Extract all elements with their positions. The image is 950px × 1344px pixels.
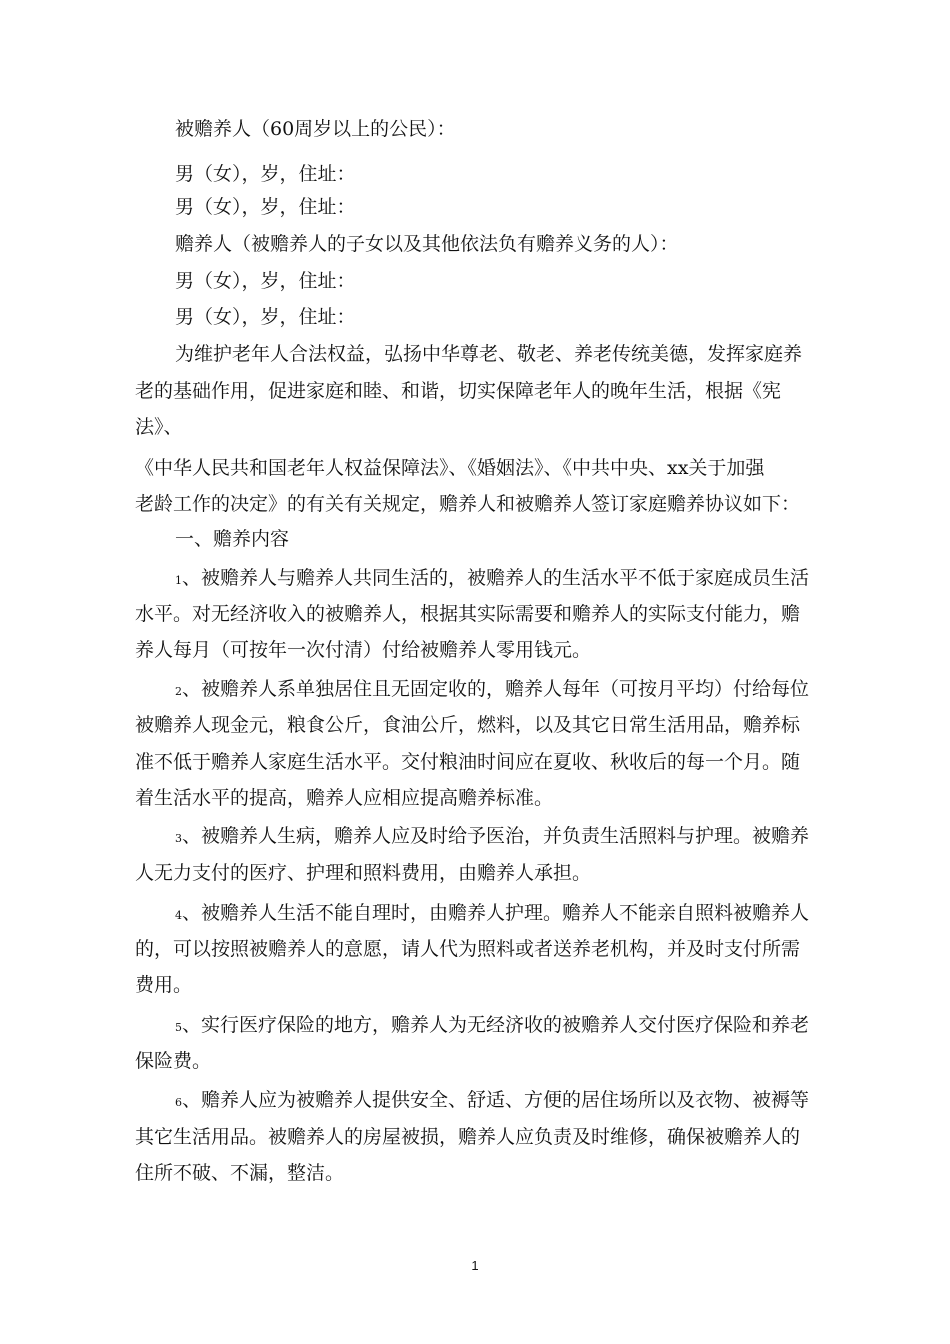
preamble-line: 法》、 <box>135 416 183 438</box>
clause-line: 水平。对无经济收入的被赡养人，根据其实际需要和赡养人的实际支付能力，赡 <box>135 603 801 625</box>
clause-line: 费用。 <box>135 974 193 996</box>
page-number: 1 <box>471 1258 479 1273</box>
clause-number: 3 <box>175 832 182 845</box>
clause-line: 3、被赡养人生病，赡养人应及时给予医治，并负责生活照料与护理。被赡养 <box>175 825 810 847</box>
clause-line: 被赡养人现金元，粮食公斤，食油公斤，燃料，以及其它日常生活用品，赡养标 <box>135 714 801 736</box>
clause-line: 其它生活用品。被赡养人的房屋被损，赡养人应负责及时维修，确保被赡养人的 <box>135 1126 801 1148</box>
section-heading: 一、赡养内容 <box>175 528 290 550</box>
clause-line: 1、被赡养人与赡养人共同生活的，被赡养人的生活水平不低于家庭成员生活 <box>175 567 810 589</box>
clause-line: 养人每月（可按年一次付清）付给被赡养人零用钱元。 <box>135 639 592 661</box>
beneficiary-label: 被赡养人（60周岁以上的公民）： <box>175 118 456 140</box>
beneficiary-row: 男（女），岁，住址： <box>175 196 356 218</box>
clause-line: 2、被赡养人系单独居住且无固定收的，赡养人每年（可按月平均）付给每位 <box>175 678 810 700</box>
supporter-label: 赡养人（被赡养人的子女以及其他依法负有赡养义务的人）： <box>175 233 679 255</box>
supporter-row: 男（女），岁，住址： <box>175 270 356 292</box>
preamble-line: 老的基础作用，促进家庭和睦、和谐，切实保障老年人的晚年生活，根据《宪 <box>135 380 782 402</box>
preamble-line: 《中华人民共和国老年人权益保障法》、《婚姻法》、《中共中央、xx关于加强 <box>135 457 765 479</box>
clause-number: 5 <box>175 1021 182 1034</box>
supporter-row: 男（女），岁，住址： <box>175 306 356 328</box>
clause-line: 5、实行医疗保险的地方，赡养人为无经济收的被赡养人交付医疗保险和养老 <box>175 1014 810 1036</box>
clause-line: 保险费。 <box>135 1050 212 1072</box>
clause-number: 1 <box>175 574 182 587</box>
clause-line: 人无力支付的医疗、护理和照料费用，由赡养人承担。 <box>135 862 592 884</box>
clause-line: 准不低于赡养人家庭生活水平。交付粮油时间应在夏收、秋收后的每一个月。随 <box>135 751 801 773</box>
clause-number: 4 <box>175 909 182 922</box>
clause-number: 2 <box>175 685 182 698</box>
beneficiary-row: 男（女），岁，住址： <box>175 163 356 185</box>
clause-line: 4、被赡养人生活不能自理时，由赡养人护理。赡养人不能亲自照料被赡养人 <box>175 902 810 924</box>
preamble-line: 老龄工作的决定》的有关有关规定，赡养人和被赡养人签订家庭赡养协议如下： <box>135 493 801 515</box>
clause-number: 6 <box>175 1096 182 1109</box>
clause-line: 的，可以按照被赡养人的意愿，请人代为照料或者送养老机构，并及时支付所需 <box>135 938 801 960</box>
clause-line: 住所不破、不漏，整洁。 <box>135 1162 345 1184</box>
clause-line: 着生活水平的提高，赡养人应相应提高赡养标准。 <box>135 787 554 809</box>
clause-line: 6、赡养人应为被赡养人提供安全、舒适、方便的居住场所以及衣物、被褥等 <box>175 1089 810 1111</box>
preamble-line: 为维护老年人合法权益，弘扬中华尊老、敬老、养老传统美德，发挥家庭养 <box>175 343 803 365</box>
